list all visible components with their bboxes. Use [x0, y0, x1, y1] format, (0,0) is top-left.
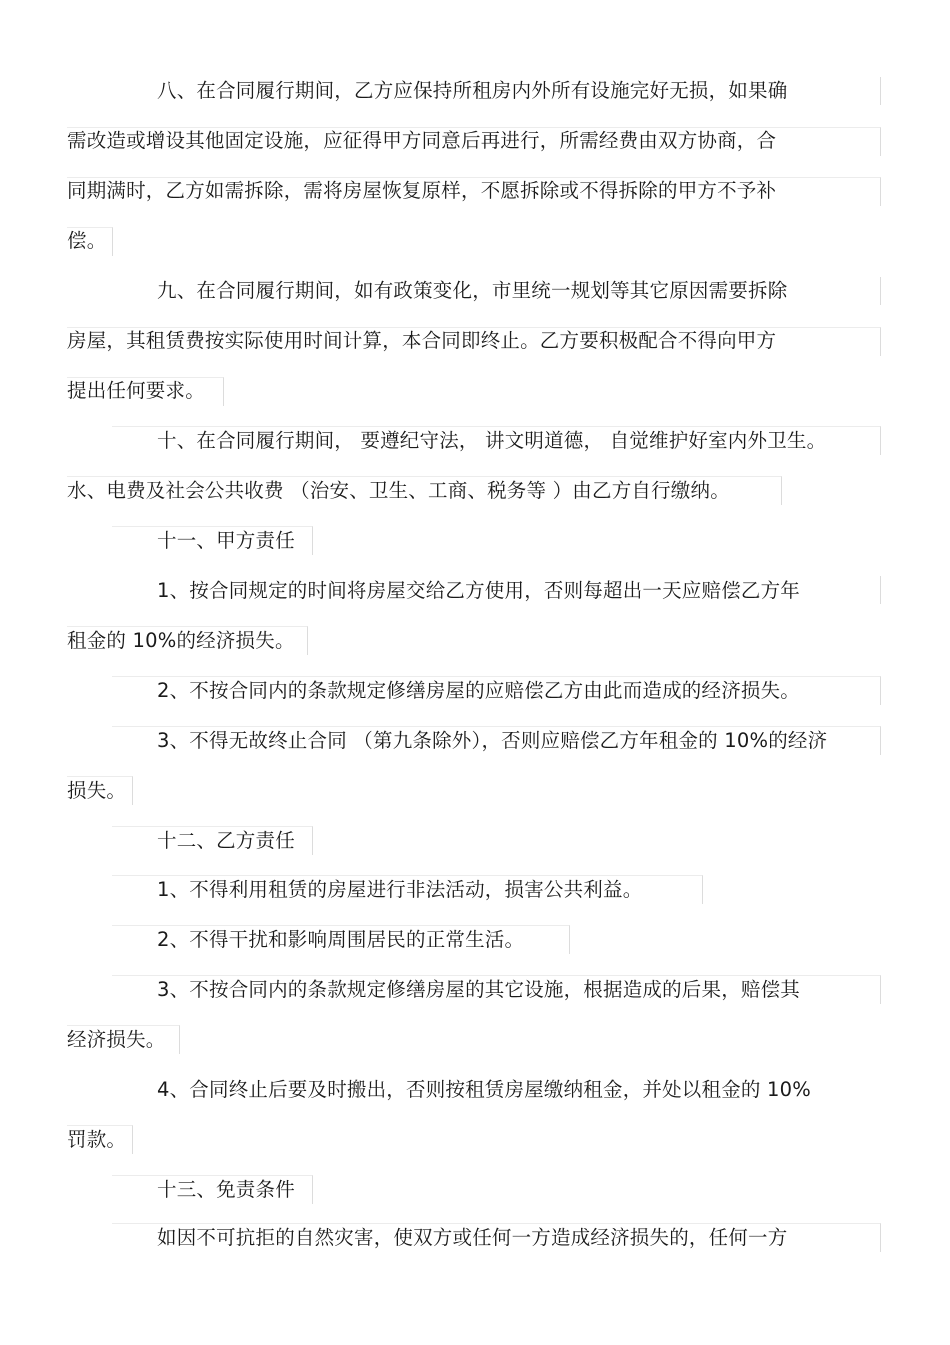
clause-8-line-4: 偿。: [67, 229, 107, 252]
clause-8-line-1: 八、在合同履行期间，乙方应保持所租房内外所有设施完好无损，如果确: [157, 79, 788, 102]
clause-9-line-3: 提出任何要求。: [67, 379, 205, 402]
clause-10-line-1: 十、在合同履行期间， 要遵纪守法， 讲文明道德， 自觉维护好室内外卫生。: [157, 429, 827, 452]
tenant-item-1: 1、不得利用租赁的房屋进行非法活动，损害公共利益。: [157, 878, 643, 901]
landlord-item-1-line-2: 租金的 10%的经济损失。: [67, 629, 295, 652]
guide-rule: [840, 77, 881, 105]
tenant-item-4-line-2: 罚款。: [67, 1128, 127, 1151]
section-heading-exemption: 十三、免责条件: [157, 1178, 295, 1201]
tenant-item-4-line-1: 4、合同终止后要及时搬出，否则按租赁房屋缴纳租金，并处以租金的 10%: [157, 1078, 811, 1101]
section-heading-tenant: 十二、乙方责任: [157, 829, 295, 852]
exemption-line-1: 如因不可抗拒的自然灾害，使双方或任何一方造成经济损失的，任何一方: [157, 1226, 788, 1249]
tenant-item-2: 2、不得干扰和影响周围居民的正常生活。: [157, 928, 525, 951]
clause-10-line-2: 水、电费及社会公共收费 （治安、卫生、工商、税务等 ）由乙方自行缴纳。: [67, 479, 730, 502]
landlord-item-3-line-1: 3、不得无故终止合同 （第九条除外），否则应赔偿乙方年租金的 10%的经济: [157, 729, 828, 752]
guide-rule: [840, 277, 881, 305]
tenant-item-3-line-1: 3、不按合同内的条款规定修缮房屋的其它设施，根据造成的后果，赔偿其: [157, 978, 801, 1001]
tenant-item-3-line-2: 经济损失。: [67, 1028, 166, 1051]
section-heading-landlord: 十一、甲方责任: [157, 529, 295, 552]
clause-9-line-1: 九、在合同履行期间，如有政策变化，市里统一规划等其它原因需要拆除: [157, 279, 788, 302]
clause-8-line-2: 需改造或增设其他固定设施，应征得甲方同意后再进行，所需经费由双方协商，合: [67, 129, 777, 152]
landlord-item-1-line-1: 1、按合同规定的时间将房屋交给乙方使用，否则每超出一天应赔偿乙方年: [157, 579, 801, 602]
guide-rule: [840, 576, 881, 604]
clause-8-line-3: 同期满时，乙方如需拆除，需将房屋恢复原样，不愿拆除或不得拆除的甲方不予补: [67, 179, 777, 202]
landlord-item-2: 2、不按合同内的条款规定修缮房屋的应赔偿乙方由此而造成的经济损失。: [157, 679, 801, 702]
landlord-item-3-line-2: 损失。: [67, 779, 127, 802]
clause-9-line-2: 房屋，其租赁费按实际使用时间计算，本合同即终止。乙方要积极配合不得向甲方: [67, 329, 777, 352]
